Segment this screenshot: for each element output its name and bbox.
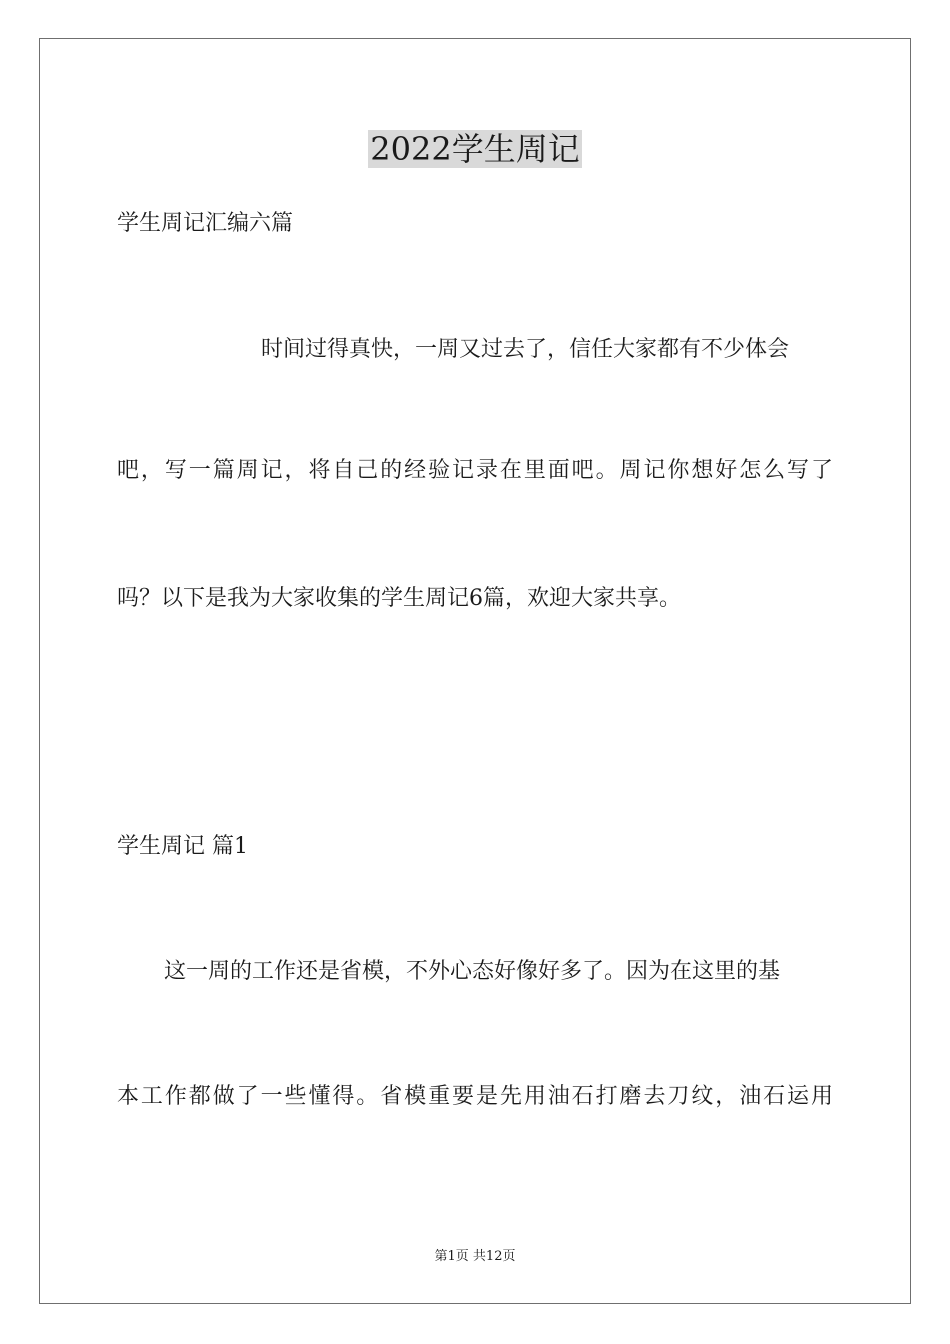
document-title bbox=[0, 128, 950, 170]
body-paragraph-line-2: 本工作都做了一些懂得。省模重要是先用油石打磨去刀纹，油石运用 bbox=[117, 1084, 833, 1109]
body-paragraph-line-1: 这一周的工作还是省模，不外心态好像好多了。因为在这里的基 bbox=[164, 959, 781, 984]
section-heading: 学生周记 篇1 bbox=[117, 834, 248, 859]
document-title-text: 2022学生周记 bbox=[370, 130, 580, 168]
intro-paragraph-line-1: 时间过得真快，一周又过去了，信任大家都有不少体会 bbox=[261, 337, 790, 362]
intro-paragraph-line-3: 吗？以下是我为大家收集的学生周记6篇，欢迎大家共享。 bbox=[117, 586, 681, 611]
page-footer: 第1页 共12页 bbox=[434, 1249, 516, 1264]
document-subtitle: 学生周记汇编六篇 bbox=[117, 211, 294, 236]
intro-paragraph-line-2: 吧，写一篇周记，将自己的经验记录在里面吧。周记你想好怎么写了 bbox=[117, 458, 833, 483]
